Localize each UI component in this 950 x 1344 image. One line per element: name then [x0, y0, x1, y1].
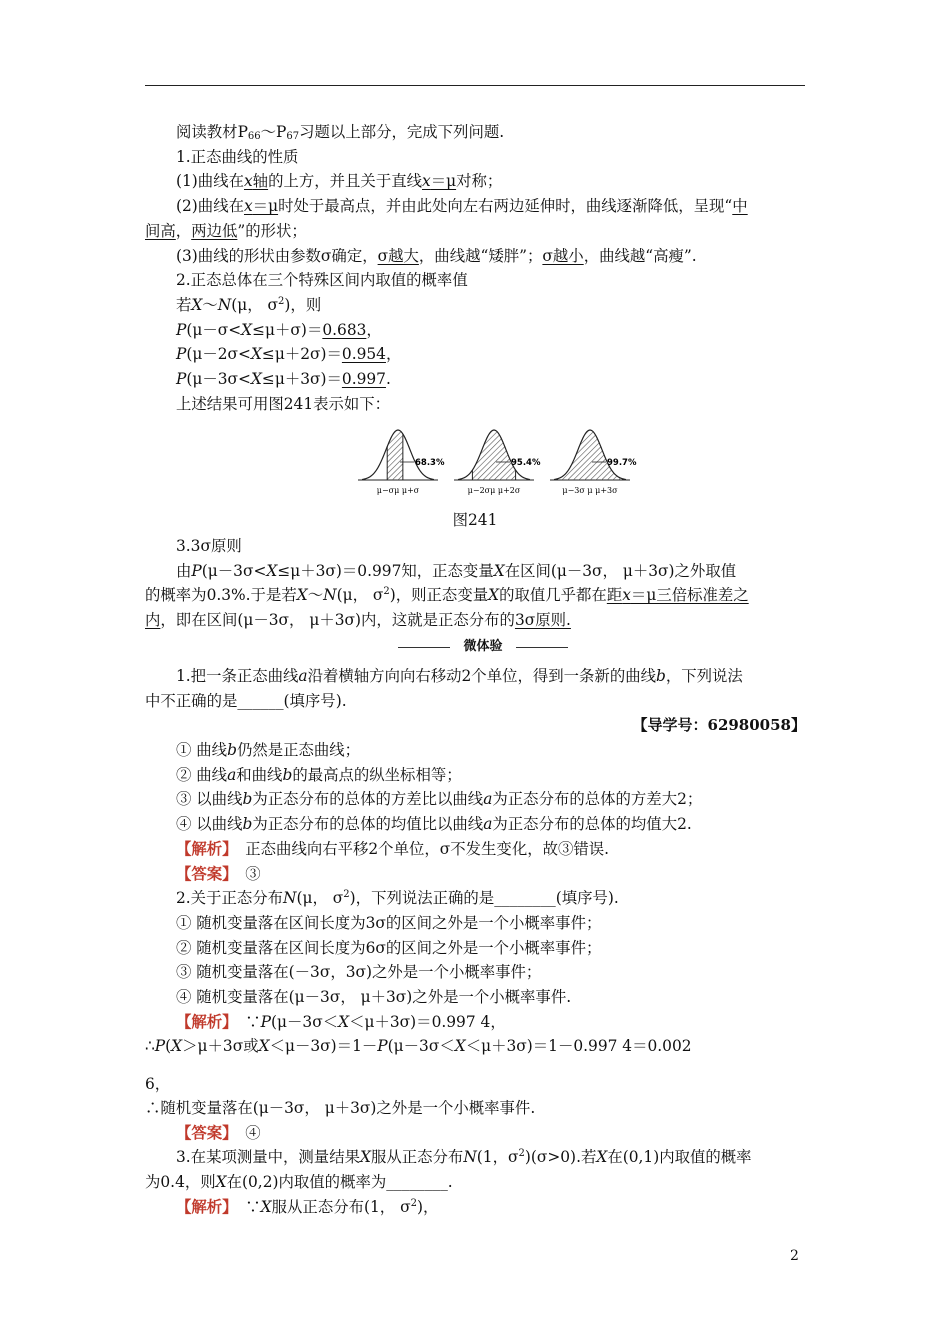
percent-label: 95.4% [511, 458, 541, 468]
text-line: (1)曲线在x轴的上方，并且关于直线x＝μ对称； [176, 172, 503, 191]
normal-curve [358, 430, 445, 495]
text-line: 中不正确的是______(填序号). [145, 691, 347, 710]
text-line: (3)曲线的形状由参数σ确定，σ越大，曲线越“矮胖”；σ越小，曲线越“高瘦”. [176, 246, 697, 265]
tick-label: μ−3σ μ μ+3σ [562, 486, 618, 495]
shaded-area [387, 430, 403, 480]
text-line: 3.3σ原则 [176, 537, 242, 555]
text-line: 为0.4，则X在(0,2)内取值的概率为________. [145, 1173, 453, 1192]
text-line: 上述结果可用图241表示如下： [176, 394, 391, 413]
text-line: 间高，两边低”的形状； [145, 221, 307, 240]
text-line: ③ 以曲线b为正态分布的总体的方差比以曲线a为正态分布的总体的方差大2； [176, 790, 703, 809]
text-line: 【解析】 ∵X服从正态分布(1， $\sigma^2$)， [176, 1197, 439, 1216]
text-line: 1.正态曲线的性质 [176, 147, 299, 166]
text-line: ∴随机变量落在(μ－3σ， μ＋3σ)之外是一个小概率事件. [145, 1099, 536, 1117]
percent-label: 99.7% [607, 458, 637, 468]
normal-curve [454, 430, 541, 495]
text-line: (2)曲线在x＝μ时处于最高点，并由此处向左右两边延伸时，曲线逐渐降低，呈现“中 [176, 197, 748, 216]
divider-label: 微体验 [463, 639, 503, 654]
text-line: 内，即在区间(μ－3σ， μ＋3σ)内，这就是正态分布的3σ原则. [145, 611, 571, 630]
normal-curves-figure [350, 420, 640, 502]
text-line: ② 随机变量落在区间长度为6σ的区间之外是一个小概率事件； [176, 938, 602, 957]
percent-label: 68.3% [415, 458, 445, 468]
text-line: 由P(μ－3σ<X≤μ＋3σ)＝0.997知，正态变量X在区间(μ－3σ， μ＋3σ)之外取值 [176, 561, 737, 580]
page-number: 2 [790, 1248, 799, 1264]
text-line: 6， [145, 1075, 171, 1093]
text-line: ③ 随机变量落在(－3σ，3σ)之外是一个小概率事件； [176, 963, 542, 982]
normal-curve [550, 430, 637, 495]
text-line: ④ 随机变量落在(μ－3σ， μ＋3σ)之外是一个小概率事件. [176, 988, 572, 1006]
tick-label: μ−2σμ μ+2σ [467, 486, 521, 495]
section-divider [398, 637, 568, 657]
text-line: 【答案】 ③ [176, 864, 261, 883]
figure-caption: 图241 [452, 511, 498, 529]
header-rule [145, 85, 805, 86]
text-line: 1.把一条正态曲线a沿着横轴方向向右移动2个单位，得到一条新的曲线b，下列说法 [176, 667, 743, 685]
text-line: 的概率为0.3%.于是若X～N(μ， $\sigma^2$)，则正态变量X的取值几乎都在距x＝μ三倍标准差之 [145, 586, 749, 605]
text-line: P(μ－3σ<X≤μ＋3σ)＝0.997. [176, 370, 391, 388]
text-line: ② 曲线a和曲线b的最高点的纵坐标相等； [176, 765, 462, 784]
text-line: P(μ－2σ<X≤μ＋2σ)＝0.954， [176, 345, 402, 364]
text-line: ④ 以曲线b为正态分布的总体的均值比以曲线a为正态分布的总体的均值大2. [176, 815, 692, 834]
tick-label: μ−σμ μ+σ [376, 486, 420, 495]
guide-reference: 【导学号：62980058】 [632, 716, 806, 734]
shaded-area [472, 430, 515, 480]
text-line: 【答案】 ④ [176, 1123, 261, 1142]
text-line: ① 曲线b仍然是正态曲线； [176, 741, 361, 759]
text-line: 阅读教材$P_{66}\sim P_{67}$习题以上部分，完成下列问题. [176, 123, 505, 142]
text-line: 【解析】 ∵P(μ－3σ＜X＜μ＋3σ)＝0.997 4， [176, 1012, 506, 1031]
text-line: 2.关于正态分布N(μ， $\sigma^2$)，下列说法正确的是________(填序号). [176, 889, 619, 908]
text-line: 3.在某项测量中，测量结果X服从正态分布N(1，$\sigma^2)(\sigma>0)$.若X在(0,1)内取值的概率 [176, 1148, 752, 1167]
text-line: ① 随机变量落在区间长度为3σ的区间之外是一个小概率事件； [176, 913, 602, 932]
text-line: 【解析】 正态曲线向右平移2个单位，σ不发生变化，故③错误. [176, 839, 610, 858]
text-line: ∴P(X＞μ＋3σ或X＜μ－3σ)＝1－P(μ－3σ＜X＜μ＋3σ)＝1－0.997 4＝0.002 [145, 1037, 692, 1056]
text-line: P(μ－σ<X≤μ＋σ)＝0.683， [176, 320, 382, 339]
text-line: 2.正态总体在三个特殊区间内取值的概率值 [176, 271, 468, 290]
text-line: 若X～N(μ， $\sigma^2$)，则 [176, 295, 322, 314]
